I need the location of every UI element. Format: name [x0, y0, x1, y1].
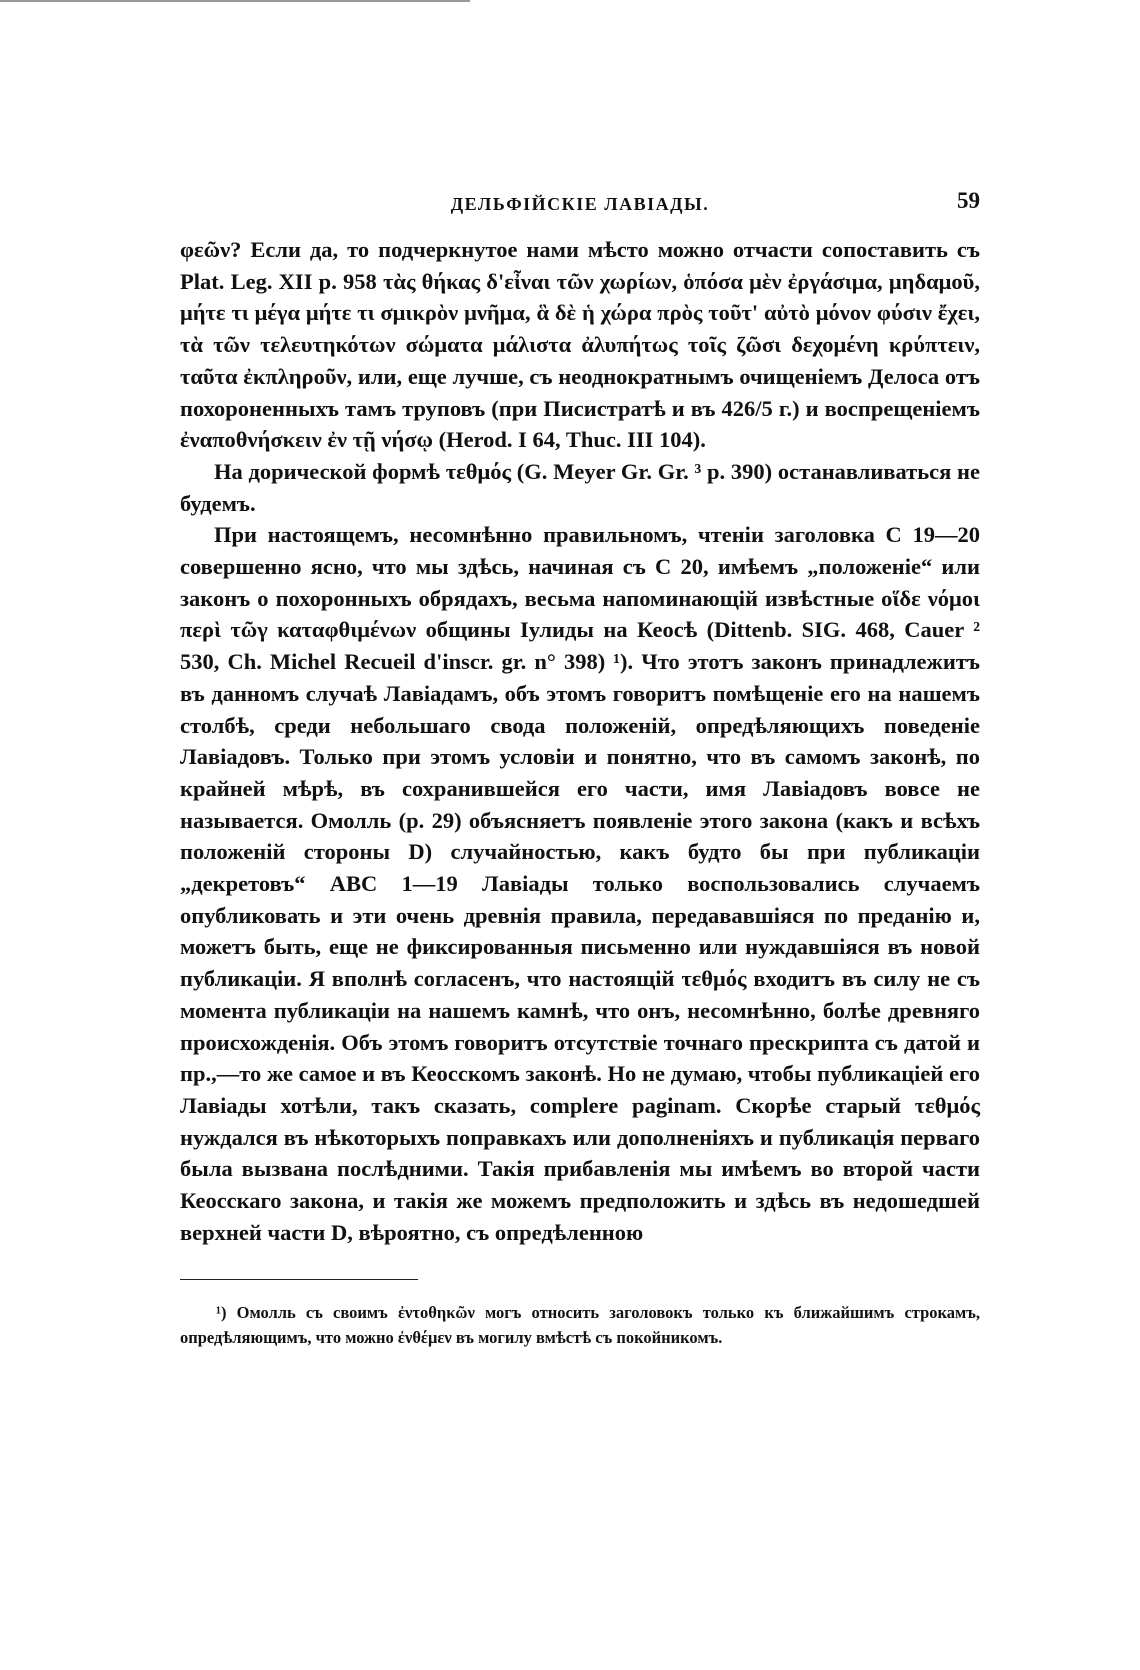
footnote-1: ¹) Омолль съ своимъ ἐντοθηκῶν могъ относить заголовокъ только къ ближайшимъ строкамъ, опредѣляющимъ, что можно ἐνθέμεν въ могилу вмѣстѣ съ покойникомъ. — [180, 1302, 980, 1347]
footnote-divider — [180, 1279, 418, 1280]
document-page — [180, 170, 980, 1350]
paragraph-1: φεῶν? Если да, то подчеркнутое нами мѣсто можно отчасти сопоставить съ Plat. Leg. XII p. 958 τὰς θήκας δ'εἶναι τῶν χωρίων, ὁπόσα μὲν ἐργάσιμα, μηδαμοῦ, μήτε τι μέγα μήτε τι σμικρὸν μνῆμα, ἃ δὲ ἡ χώρα πρὸς τοῦτ' αὐτὸ μόνον φύσιν ἔχει, τὰ τῶν τελευτηκότων σώματα μάλιστα ἀλυπήτως τοῖς ζῶσι δεχομένη κρύπτειν, ταῦτα ἐκπληροῦν, или, еще лучше, съ неоднократнымъ очищеніемъ Делоса отъ похороненныхъ тамъ труповъ (при Писистратѣ и въ 426/5 г.) и воспрещеніемъ ἐναποθνήσκειν ἐν τῇ νήσῳ (Herod. I 64, Thuc. III 104). — [180, 237, 980, 453]
scan-edge-line — [0, 0, 470, 2]
running-title: ДЕЛЬФІЙСКІЕ ЛАВІАДЫ. — [450, 194, 710, 214]
paragraph-2: На дорической формѣ τεθμός (G. Meyer Gr. Gr. ³ p. 390) останавливаться не будемъ. — [180, 458, 980, 516]
running-head — [180, 170, 980, 234]
page-number: 59 — [957, 188, 980, 213]
paragraph-3: При настоящемъ, несомнѣнно правильномъ, чтеніи заголовка C 19—20 совершенно ясно, что мы здѣсь, начиная съ C 20, имѣемъ „положеніе“ или законъ о похоронныхъ обрядахъ, весьма напоминающій извѣстные οἵδε νόμοι περὶ τῶγ καταφθιμένων общины Іулиды на Кеосѣ (Dittenb. SIG. 468, Cauer ² 530, Ch. Michel Recueil d'inscr. gr. n° 398) ¹). Что этотъ законъ принадлежитъ въ данномъ случаѣ Лавіадамъ, объ этомъ говоритъ помѣщеніе его на нашемъ столбѣ, среди небольшаго свода положеній, опредѣляющихъ поведеніе Лавіадовъ. Только при этомъ условіи и понятно, что въ самомъ законѣ, по крайней мѣрѣ, въ сохранившейся его части, имя Лавіадовъ вовсе не называется. Омолль (p. 29) объясняетъ появленіе этого закона (какъ и всѣхъ положеній стороны D) случайностью, какъ будто бы при публикаціи „декретовъ“ ABC 1—19 Лавіады только воспользовались случаемъ опубликовать и эти очень древнія правила, передававшіяся по преданію и, можетъ быть, еще не фиксированныя письменно или нуждавшіяся въ новой публикаціи. Я вполнѣ согласенъ, что настоящій τεθμός входитъ въ силу не съ момента публикаціи на нашемъ камнѣ, что онъ, несомнѣнно, болѣе древняго происхожденія. Объ этомъ говоритъ отсутствіе точнаго прескрипта съ датой и пр.,—то же самое и въ Кеосскомъ законѣ. Но не думаю, чтобы публикаціей его Лавіады хотѣли, такъ сказать, complere paginam. Скорѣе старый τεθμός нуждался въ нѣкоторыхъ поправкахъ или дополненіяхъ и публикація перваго была вызвана послѣдними. Такія прибавленія мы имѣемъ во второй части Кеосскаго закона, и такія же можемъ предположить и здѣсь въ недошедшей верхней части D, вѣроятно, съ опредѣленною — [180, 522, 980, 1245]
